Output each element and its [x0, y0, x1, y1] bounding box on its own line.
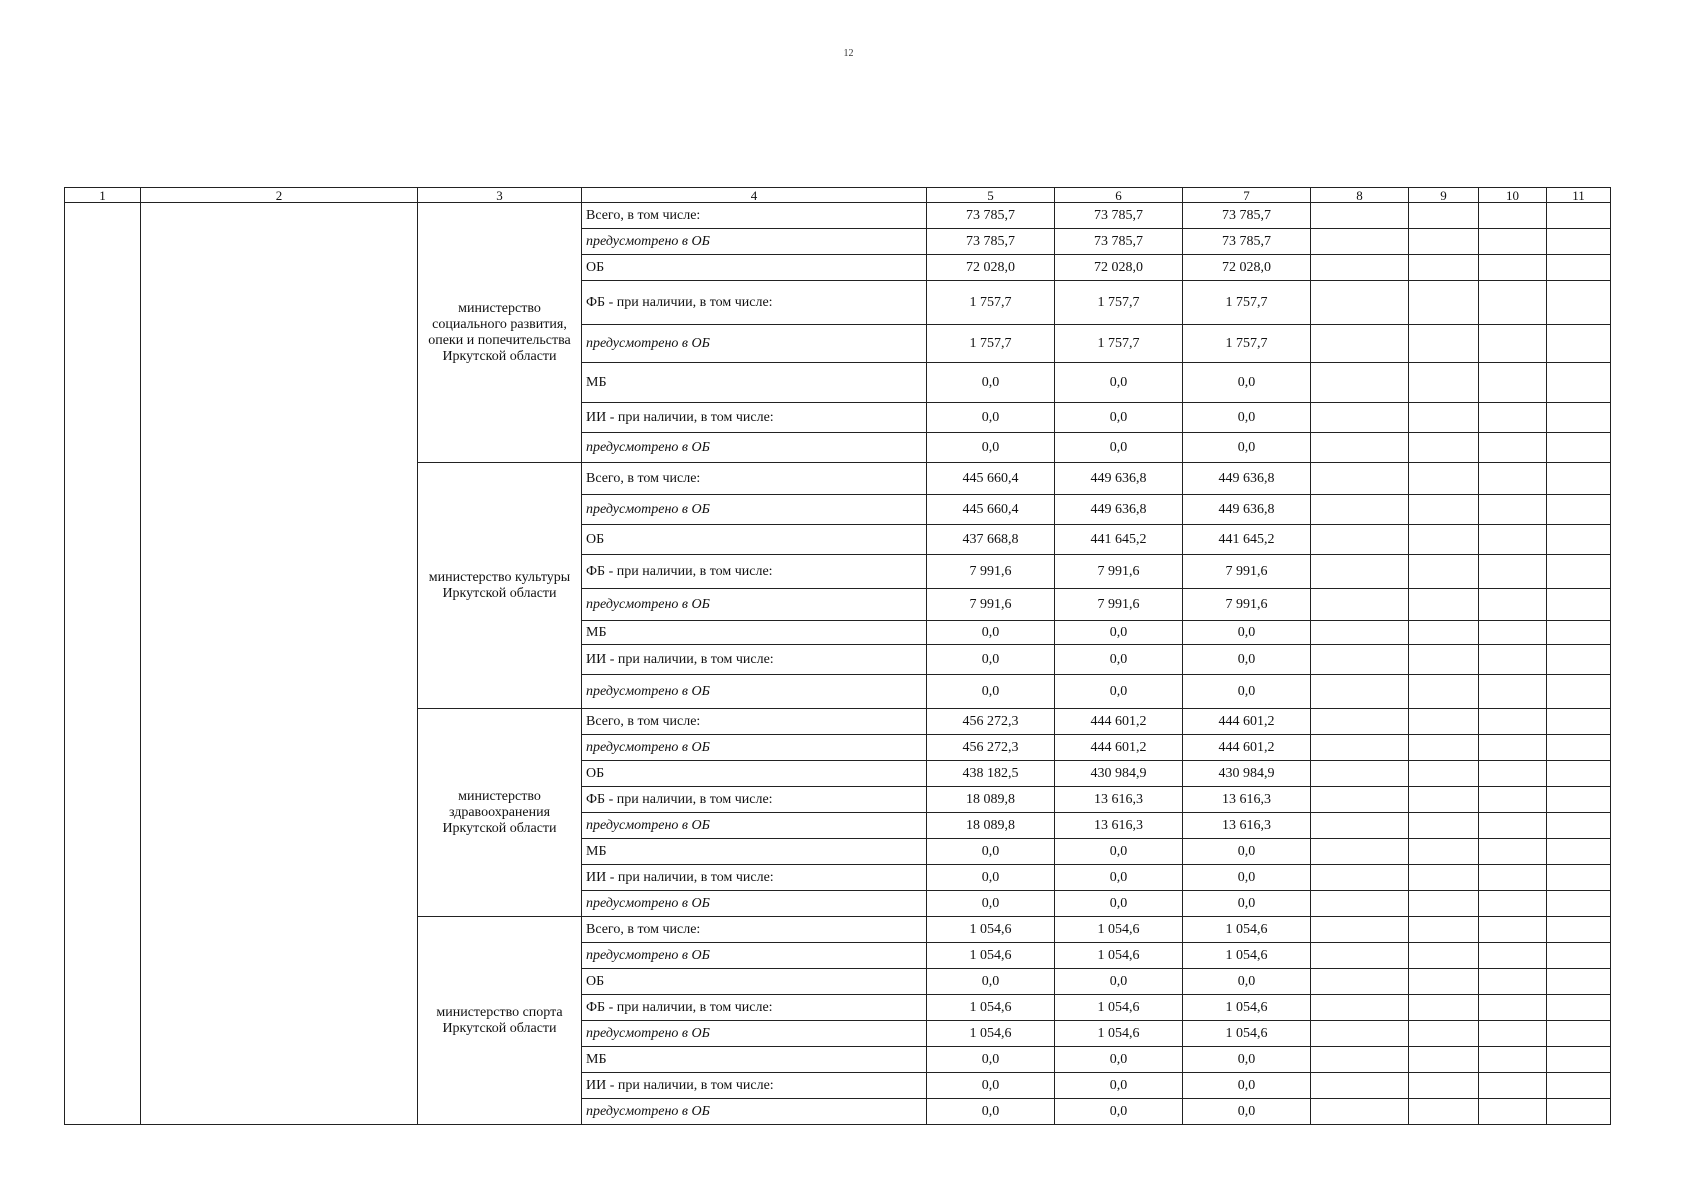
- header-col-10: 10: [1479, 188, 1547, 203]
- empty-col-9: [1409, 839, 1479, 865]
- empty-col-9: [1409, 995, 1479, 1021]
- empty-col-8: [1311, 865, 1409, 891]
- amount-col-6: 1 054,6: [1055, 943, 1183, 969]
- empty-col-10: [1479, 709, 1547, 735]
- empty-col-10: [1479, 865, 1547, 891]
- amount-col-7: 0,0: [1183, 1073, 1311, 1099]
- ministry-name: министерство социального развития, опеки и попечительства Иркутской области: [418, 203, 582, 463]
- amount-col-6: 0,0: [1055, 675, 1183, 709]
- amount-col-6: 1 054,6: [1055, 995, 1183, 1021]
- empty-col-9: [1409, 255, 1479, 281]
- amount-col-6: 444 601,2: [1055, 735, 1183, 761]
- amount-col-5: 0,0: [927, 969, 1055, 995]
- funding-source-label: предусмотрено в ОБ: [582, 229, 927, 255]
- funding-source-label: предусмотрено в ОБ: [582, 891, 927, 917]
- amount-col-7: 73 785,7: [1183, 203, 1311, 229]
- funding-source-label: ФБ - при наличии, в том числе:: [582, 281, 927, 325]
- amount-col-5: 0,0: [927, 433, 1055, 463]
- empty-col-10: [1479, 589, 1547, 621]
- amount-col-6: 0,0: [1055, 865, 1183, 891]
- amount-col-7: 0,0: [1183, 969, 1311, 995]
- empty-col-9: [1409, 463, 1479, 495]
- empty-col-10: [1479, 281, 1547, 325]
- empty-col-10: [1479, 203, 1547, 229]
- amount-col-6: 0,0: [1055, 839, 1183, 865]
- empty-col-8: [1311, 645, 1409, 675]
- header-col-2: 2: [141, 188, 418, 203]
- amount-col-7: 13 616,3: [1183, 787, 1311, 813]
- amount-col-5: 0,0: [927, 363, 1055, 403]
- amount-col-6: 441 645,2: [1055, 525, 1183, 555]
- amount-col-7: 0,0: [1183, 433, 1311, 463]
- empty-col-8: [1311, 281, 1409, 325]
- empty-col-8: [1311, 1021, 1409, 1047]
- amount-col-5: 445 660,4: [927, 463, 1055, 495]
- empty-col-9: [1409, 891, 1479, 917]
- amount-col-7: 1 054,6: [1183, 995, 1311, 1021]
- funding-source-label: ОБ: [582, 969, 927, 995]
- empty-col-11: [1547, 525, 1611, 555]
- funding-source-label: предусмотрено в ОБ: [582, 1099, 927, 1125]
- empty-col-11: [1547, 1047, 1611, 1073]
- amount-col-6: 430 984,9: [1055, 761, 1183, 787]
- header-row: [65, 188, 1611, 203]
- empty-col-10: [1479, 761, 1547, 787]
- empty-col-8: [1311, 787, 1409, 813]
- empty-col-9: [1409, 229, 1479, 255]
- amount-col-5: 0,0: [927, 1047, 1055, 1073]
- empty-col-8: [1311, 363, 1409, 403]
- empty-col-11: [1547, 403, 1611, 433]
- funding-source-label: предусмотрено в ОБ: [582, 1021, 927, 1047]
- ministry-name: министерство культуры Иркутской области: [418, 463, 582, 709]
- empty-col-8: [1311, 675, 1409, 709]
- funding-source-label: ИИ - при наличии, в том числе:: [582, 403, 927, 433]
- amount-col-6: 0,0: [1055, 363, 1183, 403]
- amount-col-5: 0,0: [927, 621, 1055, 645]
- empty-col-11: [1547, 325, 1611, 363]
- empty-col-10: [1479, 229, 1547, 255]
- empty-col-11: [1547, 645, 1611, 675]
- empty-col-10: [1479, 1021, 1547, 1047]
- amount-col-6: 73 785,7: [1055, 229, 1183, 255]
- funding-source-label: предусмотрено в ОБ: [582, 589, 927, 621]
- amount-col-7: 73 785,7: [1183, 229, 1311, 255]
- funding-source-label: Всего, в том числе:: [582, 709, 927, 735]
- amount-col-6: 73 785,7: [1055, 203, 1183, 229]
- amount-col-5: 73 785,7: [927, 229, 1055, 255]
- amount-col-6: 1 757,7: [1055, 325, 1183, 363]
- empty-col-8: [1311, 1047, 1409, 1073]
- header-col-9: 9: [1409, 188, 1479, 203]
- funding-source-label: предусмотрено в ОБ: [582, 943, 927, 969]
- empty-col-11: [1547, 787, 1611, 813]
- empty-col-11: [1547, 735, 1611, 761]
- empty-col-10: [1479, 813, 1547, 839]
- funding-source-label: ФБ - при наличии, в том числе:: [582, 787, 927, 813]
- amount-col-5: 72 028,0: [927, 255, 1055, 281]
- header-col-8: 8: [1311, 188, 1409, 203]
- table-header: [65, 188, 1611, 203]
- empty-col-10: [1479, 917, 1547, 943]
- empty-col-8: [1311, 525, 1409, 555]
- amount-col-7: 0,0: [1183, 403, 1311, 433]
- empty-col-11: [1547, 813, 1611, 839]
- amount-col-5: 456 272,3: [927, 735, 1055, 761]
- amount-col-5: 7 991,6: [927, 589, 1055, 621]
- empty-col-10: [1479, 995, 1547, 1021]
- amount-col-7: 444 601,2: [1183, 709, 1311, 735]
- amount-col-6: 1 054,6: [1055, 917, 1183, 943]
- amount-col-5: 1 757,7: [927, 325, 1055, 363]
- amount-col-7: 0,0: [1183, 621, 1311, 645]
- header-col-7: 7: [1183, 188, 1311, 203]
- empty-col-8: [1311, 735, 1409, 761]
- empty-col-8: [1311, 969, 1409, 995]
- empty-col-11: [1547, 839, 1611, 865]
- amount-col-5: 1 054,6: [927, 943, 1055, 969]
- amount-col-6: 1 054,6: [1055, 1021, 1183, 1047]
- empty-col-8: [1311, 621, 1409, 645]
- empty-col-9: [1409, 645, 1479, 675]
- amount-col-5: 0,0: [927, 675, 1055, 709]
- empty-col-9: [1409, 403, 1479, 433]
- amount-col-5: 438 182,5: [927, 761, 1055, 787]
- empty-col-9: [1409, 761, 1479, 787]
- empty-col-9: [1409, 433, 1479, 463]
- funding-source-label: предусмотрено в ОБ: [582, 495, 927, 525]
- col-2-cell: [141, 203, 418, 1125]
- funding-source-label: ИИ - при наличии, в том числе:: [582, 865, 927, 891]
- empty-col-9: [1409, 589, 1479, 621]
- empty-col-10: [1479, 555, 1547, 589]
- empty-col-11: [1547, 555, 1611, 589]
- funding-source-label: ИИ - при наличии, в том числе:: [582, 1073, 927, 1099]
- amount-col-6: 0,0: [1055, 1099, 1183, 1125]
- amount-col-5: 18 089,8: [927, 787, 1055, 813]
- funding-source-label: ФБ - при наличии, в том числе:: [582, 995, 927, 1021]
- amount-col-5: 1 054,6: [927, 917, 1055, 943]
- empty-col-9: [1409, 203, 1479, 229]
- amount-col-6: 0,0: [1055, 433, 1183, 463]
- funding-source-label: предусмотрено в ОБ: [582, 735, 927, 761]
- empty-col-8: [1311, 813, 1409, 839]
- empty-col-9: [1409, 495, 1479, 525]
- amount-col-7: 1 054,6: [1183, 1021, 1311, 1047]
- empty-col-11: [1547, 495, 1611, 525]
- empty-col-8: [1311, 839, 1409, 865]
- amount-col-5: 0,0: [927, 839, 1055, 865]
- empty-col-8: [1311, 1073, 1409, 1099]
- amount-col-5: 0,0: [927, 1099, 1055, 1125]
- empty-col-10: [1479, 495, 1547, 525]
- empty-col-9: [1409, 621, 1479, 645]
- funding-source-label: ОБ: [582, 255, 927, 281]
- amount-col-6: 0,0: [1055, 621, 1183, 645]
- empty-col-11: [1547, 1099, 1611, 1125]
- header-col-1: 1: [65, 188, 141, 203]
- amount-col-6: 0,0: [1055, 969, 1183, 995]
- amount-col-5: 0,0: [927, 645, 1055, 675]
- empty-col-10: [1479, 969, 1547, 995]
- empty-col-8: [1311, 229, 1409, 255]
- funding-source-label: предусмотрено в ОБ: [582, 813, 927, 839]
- header-col-4: 4: [582, 188, 927, 203]
- empty-col-11: [1547, 589, 1611, 621]
- empty-col-9: [1409, 865, 1479, 891]
- header-col-6: 6: [1055, 188, 1183, 203]
- table-body: [65, 203, 1611, 1125]
- empty-col-8: [1311, 891, 1409, 917]
- empty-col-10: [1479, 403, 1547, 433]
- amount-col-6: 449 636,8: [1055, 463, 1183, 495]
- col-1-cell: [65, 203, 141, 1125]
- empty-col-8: [1311, 463, 1409, 495]
- amount-col-7: 13 616,3: [1183, 813, 1311, 839]
- amount-col-7: 0,0: [1183, 645, 1311, 675]
- header-col-11: 11: [1547, 188, 1611, 203]
- empty-col-10: [1479, 525, 1547, 555]
- funding-source-label: ОБ: [582, 525, 927, 555]
- amount-col-7: 1 054,6: [1183, 943, 1311, 969]
- funding-source-label: МБ: [582, 621, 927, 645]
- amount-col-5: 437 668,8: [927, 525, 1055, 555]
- amount-col-5: 1 054,6: [927, 1021, 1055, 1047]
- amount-col-7: 430 984,9: [1183, 761, 1311, 787]
- amount-col-6: 1 757,7: [1055, 281, 1183, 325]
- empty-col-9: [1409, 1073, 1479, 1099]
- amount-col-7: 0,0: [1183, 865, 1311, 891]
- amount-col-7: 0,0: [1183, 363, 1311, 403]
- empty-col-9: [1409, 787, 1479, 813]
- amount-col-7: 444 601,2: [1183, 735, 1311, 761]
- funding-source-label: Всего, в том числе:: [582, 463, 927, 495]
- empty-col-11: [1547, 621, 1611, 645]
- amount-col-6: 0,0: [1055, 645, 1183, 675]
- empty-col-10: [1479, 325, 1547, 363]
- empty-col-9: [1409, 735, 1479, 761]
- amount-col-6: 0,0: [1055, 1073, 1183, 1099]
- empty-col-9: [1409, 969, 1479, 995]
- empty-col-8: [1311, 325, 1409, 363]
- empty-col-11: [1547, 363, 1611, 403]
- funding-source-label: Всего, в том числе:: [582, 203, 927, 229]
- empty-col-10: [1479, 1073, 1547, 1099]
- empty-col-11: [1547, 675, 1611, 709]
- header-col-3: 3: [418, 188, 582, 203]
- empty-col-9: [1409, 709, 1479, 735]
- empty-col-8: [1311, 709, 1409, 735]
- empty-col-11: [1547, 891, 1611, 917]
- funding-source-label: Всего, в том числе:: [582, 917, 927, 943]
- empty-col-11: [1547, 255, 1611, 281]
- empty-col-10: [1479, 735, 1547, 761]
- empty-col-10: [1479, 363, 1547, 403]
- amount-col-6: 0,0: [1055, 1047, 1183, 1073]
- amount-col-7: 449 636,8: [1183, 463, 1311, 495]
- empty-col-11: [1547, 463, 1611, 495]
- empty-col-9: [1409, 555, 1479, 589]
- empty-col-11: [1547, 995, 1611, 1021]
- empty-col-9: [1409, 281, 1479, 325]
- empty-col-8: [1311, 203, 1409, 229]
- funding-source-label: ФБ - при наличии, в том числе:: [582, 555, 927, 589]
- amount-col-5: 18 089,8: [927, 813, 1055, 839]
- funding-source-label: предусмотрено в ОБ: [582, 675, 927, 709]
- empty-col-11: [1547, 203, 1611, 229]
- amount-col-7: 0,0: [1183, 891, 1311, 917]
- header-col-5: 5: [927, 188, 1055, 203]
- empty-col-9: [1409, 325, 1479, 363]
- empty-col-10: [1479, 433, 1547, 463]
- empty-col-8: [1311, 589, 1409, 621]
- empty-col-11: [1547, 761, 1611, 787]
- budget-table: [64, 187, 1611, 1125]
- ministry-name: министерство здравоохранения Иркутской области: [418, 709, 582, 917]
- empty-col-10: [1479, 463, 1547, 495]
- table-row: [65, 203, 1611, 229]
- empty-col-9: [1409, 363, 1479, 403]
- amount-col-6: 7 991,6: [1055, 555, 1183, 589]
- funding-source-label: предусмотрено в ОБ: [582, 433, 927, 463]
- amount-col-5: 0,0: [927, 1073, 1055, 1099]
- amount-col-7: 1 757,7: [1183, 325, 1311, 363]
- empty-col-11: [1547, 709, 1611, 735]
- empty-col-8: [1311, 761, 1409, 787]
- empty-col-10: [1479, 675, 1547, 709]
- amount-col-5: 445 660,4: [927, 495, 1055, 525]
- empty-col-11: [1547, 281, 1611, 325]
- empty-col-8: [1311, 943, 1409, 969]
- amount-col-6: 7 991,6: [1055, 589, 1183, 621]
- empty-col-8: [1311, 495, 1409, 525]
- amount-col-7: 72 028,0: [1183, 255, 1311, 281]
- funding-source-label: МБ: [582, 839, 927, 865]
- amount-col-5: 456 272,3: [927, 709, 1055, 735]
- empty-col-9: [1409, 917, 1479, 943]
- amount-col-7: 1 054,6: [1183, 917, 1311, 943]
- amount-col-6: 449 636,8: [1055, 495, 1183, 525]
- empty-col-8: [1311, 255, 1409, 281]
- empty-col-10: [1479, 943, 1547, 969]
- amount-col-5: 1 757,7: [927, 281, 1055, 325]
- amount-col-6: 13 616,3: [1055, 813, 1183, 839]
- funding-source-label: ИИ - при наличии, в том числе:: [582, 645, 927, 675]
- empty-col-10: [1479, 645, 1547, 675]
- amount-col-7: 449 636,8: [1183, 495, 1311, 525]
- empty-col-11: [1547, 1073, 1611, 1099]
- empty-col-10: [1479, 1099, 1547, 1125]
- amount-col-6: 0,0: [1055, 403, 1183, 433]
- funding-source-label: ОБ: [582, 761, 927, 787]
- empty-col-8: [1311, 403, 1409, 433]
- amount-col-7: 441 645,2: [1183, 525, 1311, 555]
- amount-col-5: 73 785,7: [927, 203, 1055, 229]
- amount-col-7: 0,0: [1183, 675, 1311, 709]
- amount-col-5: 0,0: [927, 891, 1055, 917]
- funding-source-label: предусмотрено в ОБ: [582, 325, 927, 363]
- amount-col-7: 1 757,7: [1183, 281, 1311, 325]
- amount-col-5: 0,0: [927, 403, 1055, 433]
- empty-col-10: [1479, 621, 1547, 645]
- empty-col-11: [1547, 1021, 1611, 1047]
- ministry-name: министерство спорта Иркутской области: [418, 917, 582, 1125]
- funding-source-label: МБ: [582, 363, 927, 403]
- amount-col-6: 0,0: [1055, 891, 1183, 917]
- empty-col-8: [1311, 917, 1409, 943]
- amount-col-6: 72 028,0: [1055, 255, 1183, 281]
- empty-col-9: [1409, 1099, 1479, 1125]
- empty-col-9: [1409, 1047, 1479, 1073]
- empty-col-9: [1409, 813, 1479, 839]
- empty-col-11: [1547, 229, 1611, 255]
- amount-col-7: 0,0: [1183, 839, 1311, 865]
- amount-col-7: 0,0: [1183, 1099, 1311, 1125]
- amount-col-7: 7 991,6: [1183, 589, 1311, 621]
- amount-col-6: 13 616,3: [1055, 787, 1183, 813]
- empty-col-8: [1311, 433, 1409, 463]
- empty-col-10: [1479, 255, 1547, 281]
- empty-col-8: [1311, 995, 1409, 1021]
- empty-col-11: [1547, 917, 1611, 943]
- amount-col-7: 0,0: [1183, 1047, 1311, 1073]
- empty-col-11: [1547, 433, 1611, 463]
- empty-col-9: [1409, 525, 1479, 555]
- empty-col-9: [1409, 943, 1479, 969]
- empty-col-8: [1311, 555, 1409, 589]
- empty-col-10: [1479, 1047, 1547, 1073]
- empty-col-10: [1479, 891, 1547, 917]
- empty-col-8: [1311, 1099, 1409, 1125]
- amount-col-5: 1 054,6: [927, 995, 1055, 1021]
- empty-col-11: [1547, 943, 1611, 969]
- funding-source-label: МБ: [582, 1047, 927, 1073]
- empty-col-11: [1547, 865, 1611, 891]
- amount-col-6: 444 601,2: [1055, 709, 1183, 735]
- amount-col-5: 0,0: [927, 865, 1055, 891]
- empty-col-11: [1547, 969, 1611, 995]
- empty-col-10: [1479, 839, 1547, 865]
- empty-col-9: [1409, 675, 1479, 709]
- amount-col-5: 7 991,6: [927, 555, 1055, 589]
- page-number: 12: [843, 48, 854, 59]
- amount-col-7: 7 991,6: [1183, 555, 1311, 589]
- empty-col-10: [1479, 787, 1547, 813]
- empty-col-9: [1409, 1021, 1479, 1047]
